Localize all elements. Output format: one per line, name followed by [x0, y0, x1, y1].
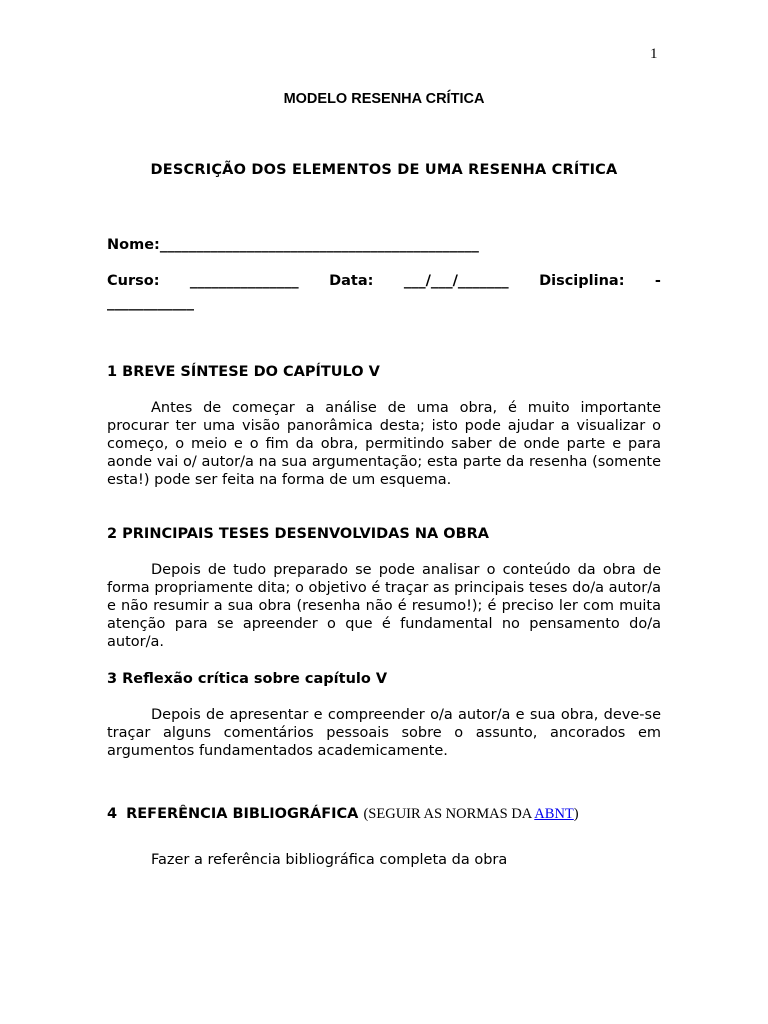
section-1-body	[107, 399, 661, 489]
section-4-body	[107, 851, 661, 869]
section-4-title: REFERÊNCIA BIBLIOGRÁFICA	[126, 806, 359, 822]
section-2-paragraph: Depois de tudo preparado se pode analisar o conteúdo da obra de forma propriamente dita; o objetivo é traçar as principais teses do/a autor/a e não resumir a sua obra (resenha não é resumo!); é preciso ler com muita atenção para se apreender o que é fundamental no pensamento do/a autor/a.	[107, 562, 661, 650]
section-3-heading: 3 Reflexão crítica sobre capítulo V	[107, 671, 388, 687]
section-4-number: 4	[107, 806, 118, 822]
section-2-body	[107, 561, 661, 651]
document-title: MODELO RESENHA CRÍTICA	[283, 91, 485, 107]
section-2-heading: 2 PRINCIPAIS TESES DESENVOLVIDAS NA OBRA	[107, 526, 490, 542]
data-blank: ___/___/_______	[403, 273, 509, 289]
curso-label: Curso:	[107, 273, 160, 289]
disciplina-dash: -	[654, 273, 661, 289]
disciplina-blank: ____________	[107, 295, 194, 311]
abnt-note-prefix: (SEGUIR AS NORMAS DA	[363, 806, 535, 822]
abnt-note-suffix: )	[573, 806, 579, 822]
section-1-paragraph: Antes de começar a análise de uma obra, é muito importante procurar ter uma visão panorâmica desta; isto pode ajudar a visualizar o começo, o meio e o fim da obra, permitindo saber de onde parte e para aonde vai o/ autor/a na sua argumentação; esta parte da resenha (somente esta!) pode ser feita na forma de um esquema.	[107, 400, 661, 488]
section-3-body	[107, 706, 661, 760]
abnt-note	[363, 806, 578, 822]
section-1-heading: 1 BREVE SÍNTESE DO CAPÍTULO V	[107, 364, 380, 380]
data-label: Data:	[329, 273, 374, 289]
disciplina-label: Disciplina:	[539, 273, 625, 289]
section-4-heading	[107, 805, 661, 823]
curso-data-disciplina-row	[107, 272, 661, 290]
curso-blank: _______________	[189, 273, 299, 289]
abnt-link[interactable]: ABNT	[534, 806, 574, 822]
section-4-paragraph: Fazer a referência bibliográfica completa da obra	[151, 852, 508, 868]
document-subtitle: DESCRIÇÃO DOS ELEMENTOS DE UMA RESENHA CRÍTICA	[150, 162, 618, 178]
page-number: 1	[650, 46, 658, 62]
section-3-paragraph: Depois de apresentar e compreender o/a autor/a e sua obra, deve-se traçar alguns comentários pessoais sobre o assunto, ancorados em argumentos fundamentados academicamente.	[107, 707, 661, 759]
nome-field: Nome:____________________________________________	[107, 237, 479, 253]
